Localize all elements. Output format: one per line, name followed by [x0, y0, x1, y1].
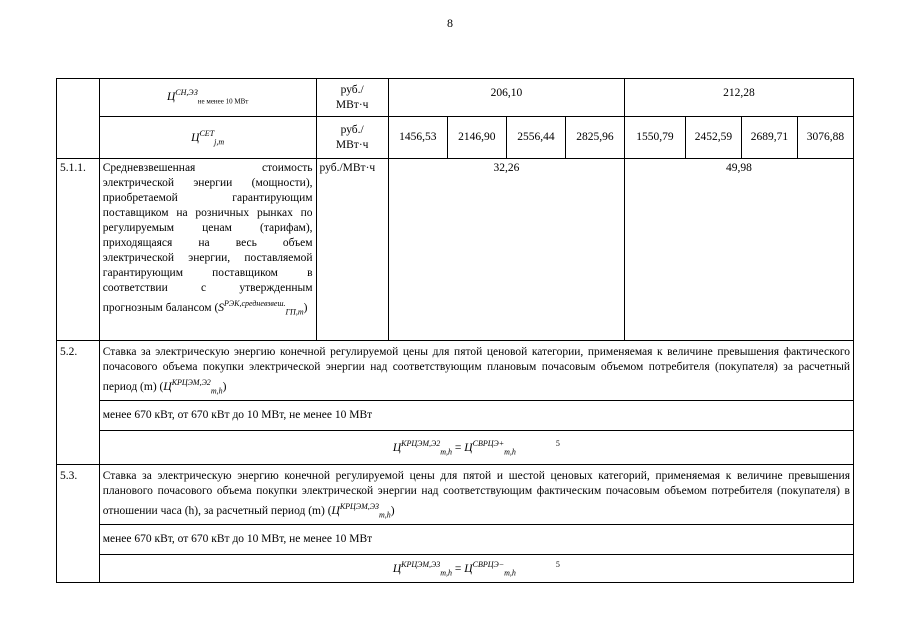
cset-symbol: $Ц^{СЕТ}_{j,m}$ — [191, 128, 225, 147]
row-511-unit: руб./МВт·ч — [316, 159, 388, 341]
table-row-ce1 — [57, 79, 854, 117]
row-53-category: менее 670 кВт, от 670 кВт до 10 МВт, не менее 10 МВт — [99, 525, 853, 555]
cset-value: 1456,53 — [388, 117, 447, 159]
page-number: 8 — [447, 16, 453, 30]
row-511-value-a: 32,26 — [388, 159, 624, 341]
empty-number-cell — [57, 79, 100, 159]
row-511-description: Средневзвешенная стоимость электрической энергии (мощности), приобретаемой гарантирующим поставщиком на розничных рынках по регулируемым ценам (тарифам), приходящаяся на весь объем электрической энергии, поставляемой гарантирующим поставщиком в соответствии с утвержденным прогнозным балансом $(S^{РЭК,средневзвеш.}_{ГП,m})$ — [99, 159, 316, 341]
cset-value: 2689,71 — [741, 117, 797, 159]
row-52-formula: $Ц^{КРЦЭМ,Э2}_{m,h} = Ц^{СВРЦЭ+}_{m,h}^5$ — [99, 431, 853, 465]
crcem-e3-symbol: $Ц^{КРЦЭМ,Э3}_{m,h}$ — [331, 502, 391, 520]
table-row-5-3-formula — [57, 555, 854, 583]
ce1-symbol-cell — [99, 79, 316, 117]
row-53-formula: $Ц^{КРЦЭМ,Э3}_{m,h} = Ц^{СВРЦЭ-}_{m,h}^5$ — [99, 555, 853, 583]
table-row-5-2-formula — [57, 431, 854, 465]
footnote-marker: 5 — [555, 560, 560, 570]
crcem-e2-symbol: $Ц^{КРЦЭМ,Э2}_{m,h}$ — [163, 378, 223, 396]
row-number: 5.3. — [57, 465, 100, 583]
cset-unit-cell: руб./ МВт·ч — [316, 117, 388, 159]
footnote-marker: 5 — [555, 439, 560, 449]
row-number: 5.2. — [57, 341, 100, 465]
cset-symbol-cell — [99, 117, 316, 159]
row-52-category: менее 670 кВт, от 670 кВт до 10 МВт, не менее 10 МВт — [99, 401, 853, 431]
row-511-value-b: 49,98 — [624, 159, 853, 341]
ce1-value-a: 206,10 — [388, 79, 624, 117]
ce1-unit-cell: руб./ МВт·ч — [316, 79, 388, 117]
table-row-5-3 — [57, 465, 854, 525]
ce1-symbol: $Ц^{СН,ЭЗ}_{не менее 10 МВт}$ — [166, 88, 249, 106]
table-row-5-2-category — [57, 401, 854, 431]
ce1-value-b: 212,28 — [624, 79, 853, 117]
row-52-description: Ставка за электрическую энергию конечной регулируемой цены для пятой ценовой категории, применяемая к величине превышения фактического почасового объема покупки электрической энергии над соответствующим плановым почасовым объемом потребителя (покупателя) за расчетный период (m) $(Ц^{КРЦЭМ,Э2}_{m,h})$ — [99, 341, 853, 401]
cset-value: 3076,88 — [797, 117, 853, 159]
cset-value: 2146,90 — [447, 117, 506, 159]
cset-value: 1550,79 — [624, 117, 685, 159]
cset-value: 2556,44 — [506, 117, 565, 159]
table-row-5-1-1 — [57, 159, 854, 341]
table-row-5-2 — [57, 341, 854, 401]
table-row-5-3-category — [57, 525, 854, 555]
table-row-cset — [57, 117, 854, 159]
cset-value: 2825,96 — [565, 117, 624, 159]
row-number: 5.1.1. — [57, 159, 100, 341]
cset-value: 2452,59 — [686, 117, 742, 159]
tariff-table — [56, 78, 854, 583]
s-gp-symbol: $S^{РЭК,средневзвеш.}_{ГП,m}$ — [218, 299, 304, 317]
row-53-description: Ставка за электрическую энергию конечной регулируемой цены для пятой и шестой ценовых категорий, применяемая к величине превышения планового почасового объема покупки электрической энергии над соответствующим фактическим почасовым объемом потребителя (покупателя) в отношении часа (h), за расчетный период (m) $(Ц^{КРЦЭМ,Э3}_{m,h})$ — [99, 465, 853, 525]
